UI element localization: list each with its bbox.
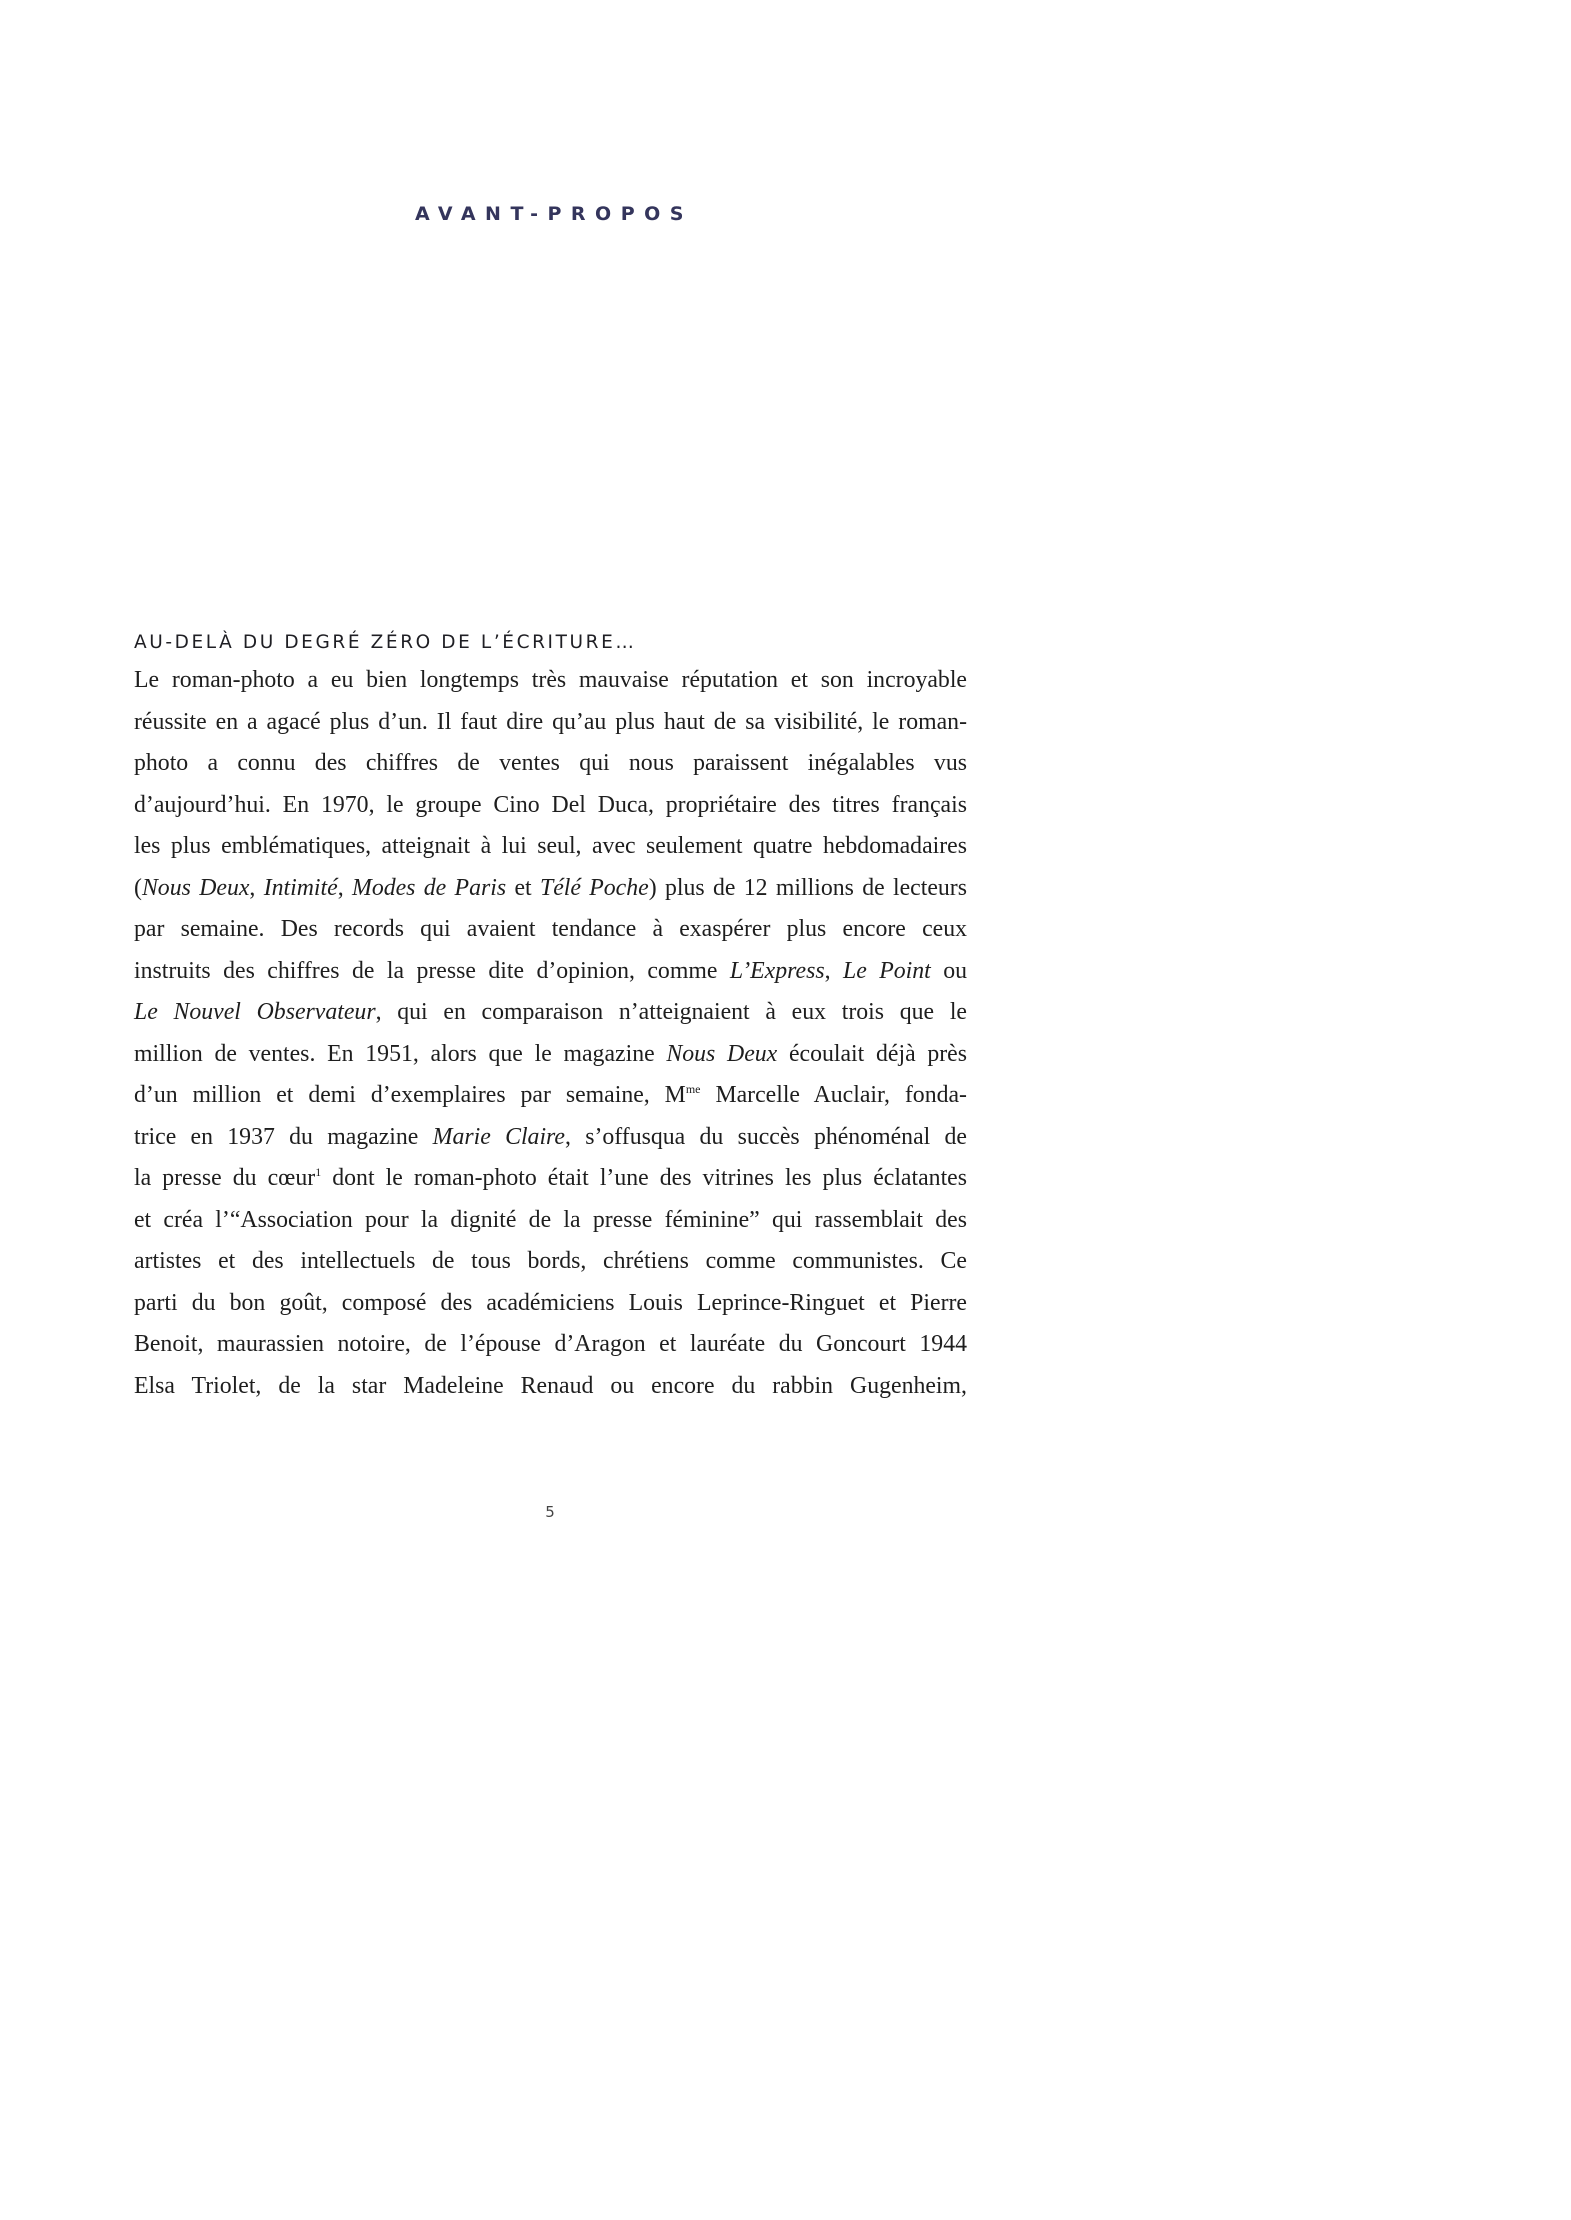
text-line: et créa l’“Association pour la dignité de la presse féminine” qui rassemblait des xyxy=(134,1206,967,1233)
text-line: réussite en a agacé plus d’un. Il faut dire qu’au plus haut de sa visibilité, le roman- xyxy=(134,708,967,735)
footnote-marker: 1 xyxy=(315,1165,322,1180)
text-line: d’aujourd’hui. En 1970, le groupe Cino Del Duca, propriétaire des titres français xyxy=(134,791,967,818)
magazine-title: Le Nouvel Observateur xyxy=(134,999,376,1025)
text-line: photo a connu des chiffres de ventes qui nous paraissent inégalables vus xyxy=(134,750,967,776)
text-line: Le Nouvel Observateur, qui en comparaison n’atteignaient à eux trois que le xyxy=(134,999,967,1025)
magazine-title: Intimité xyxy=(263,874,338,901)
section-heading: AU-DELÀ DU DEGRÉ ZÉRO DE L’ÉCRITURE… xyxy=(134,632,637,653)
text-line: la presse du cœur$^1$ dont le roman-photo était l’une des vitrines les plus éclatantes xyxy=(134,1165,968,1191)
text-line: million de ventes. En 1951, alors que le magazine Nous Deux écoulait déjà près xyxy=(134,1040,967,1067)
magazine-title: Le Point xyxy=(842,957,931,984)
magazine-title: Nous Deux xyxy=(666,1040,778,1067)
magazine-title: Nous Deux xyxy=(141,874,250,901)
magazine-title: Marie Claire xyxy=(432,1123,565,1150)
page-number: 5 xyxy=(545,1503,555,1521)
magazine-title: Télé Poche xyxy=(539,874,649,901)
text-line: d’un million et demi d’exemplaires par semaine, $M^{me}$ Marcelle Auclair, fonda- xyxy=(134,1082,967,1108)
text-line: les plus emblématiques, atteignait à lui seul, avec seulement quatre hebdomadaires xyxy=(134,833,967,859)
text-line: trice en 1937 du magazine Marie Claire, s’offusqua du succès phénoménal de xyxy=(134,1123,967,1150)
text-line: Le roman-photo a eu bien longtemps très mauvaise réputation et son incroyable xyxy=(134,667,967,693)
magazine-title: L’Express xyxy=(729,957,825,984)
superscript: me xyxy=(685,1082,701,1097)
body-paragraph xyxy=(134,660,967,1407)
magazine-title: Modes de Paris xyxy=(352,874,507,901)
text-line: Benoit, maurassien notoire, de l’épouse d’Aragon et lauréate du Goncourt 1944 xyxy=(134,1331,967,1357)
text-line: artistes et des intellectuels de tous bords, chrétiens comme communistes. Ce xyxy=(134,1248,967,1274)
text-line: instruits des chiffres de la presse dite d’opinion, comme L’Express, Le Point ou xyxy=(134,957,968,984)
text-line: par semaine. Des records qui avaient tendance à exaspérer plus encore ceux xyxy=(134,916,967,942)
text-line: Elsa Triolet, de la star Madeleine Renaud ou encore du rabbin Gugenheim, xyxy=(134,1372,967,1399)
text-line: parti du bon goût, composé des académiciens Louis Leprince-Ringuet et Pierre xyxy=(134,1289,967,1316)
chapter-title: AVANT-PROPOS xyxy=(415,203,693,225)
text-line: (Nous Deux, Intimité, Modes de Paris et Télé Poche) plus de 12 millions de lecteurs xyxy=(134,874,967,901)
